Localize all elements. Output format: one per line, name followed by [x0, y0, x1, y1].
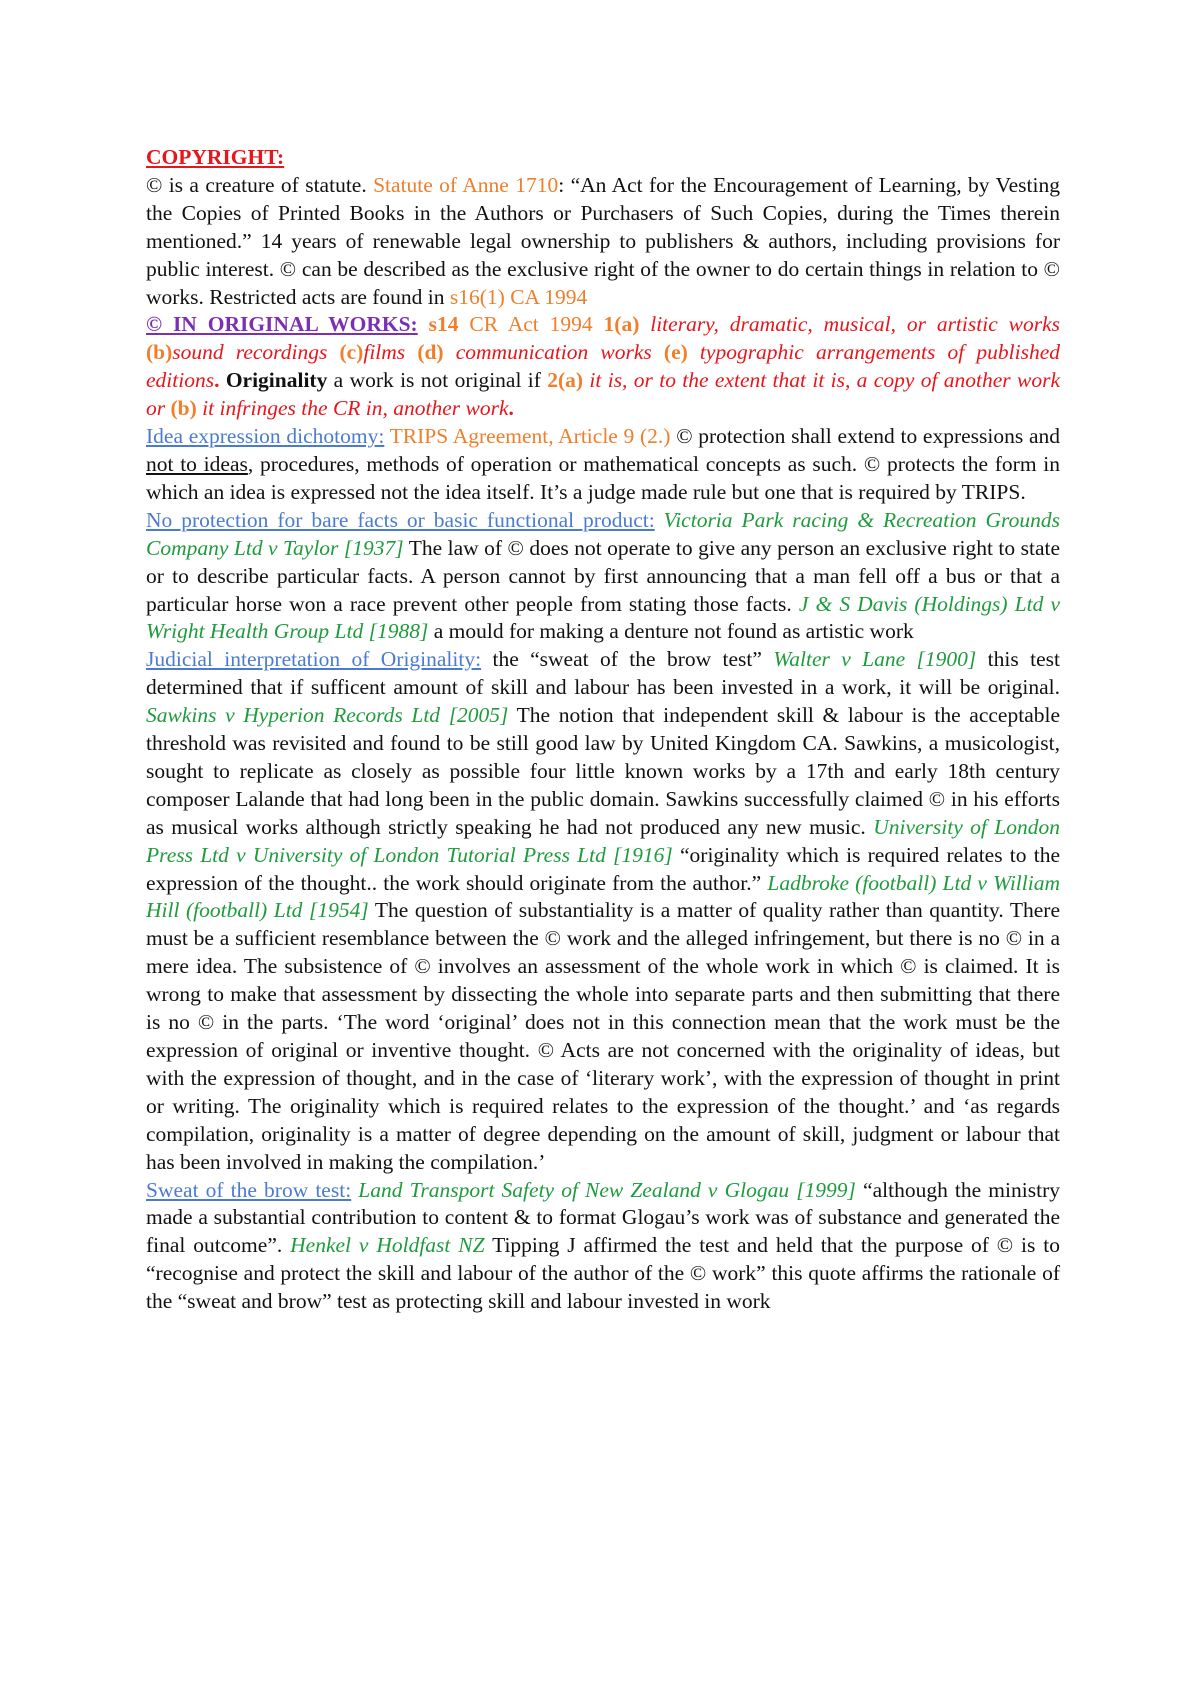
clause-text: sound recordings — [172, 340, 340, 365]
act-reference: CR Act 1994 — [458, 312, 593, 337]
clause-number: (d) — [417, 340, 444, 365]
text: this test determined that if sufficent amount of skill and labour has been invested in a work, it will be original. — [146, 647, 1060, 700]
case-name: J & S Davis (Holdings) Ltd v Wright Health Group Ltd [1988] — [146, 591, 1060, 644]
text: Tipping J affirmed the test and held that the purpose of © is to “recognise and protect the skill and labour of the author of the © work” this quote affirms the rationale of the “sweat and brow” test as protecting skill and labour invested in work — [146, 1233, 1060, 1314]
clause-text: it is, or to the extent that it is, a copy of another work or — [146, 368, 1060, 421]
text: “originality which is required relates to the expression of the thought.. the work should originate from the author.” — [146, 842, 1060, 895]
section-heading: Judicial interpretation of Originality: — [146, 647, 482, 672]
case-name: Victoria Park racing & Recreation Grounds Company Ltd v Taylor [1937] — [146, 507, 1060, 560]
paragraph-idea-expression — [146, 423, 1060, 507]
clause-text: typographic arrangements of published editions — [146, 340, 1060, 393]
paragraph-statute — [146, 172, 1060, 312]
clause-text: communication works — [443, 340, 664, 365]
text: © is a creature of statute. — [146, 172, 374, 197]
document-title — [146, 144, 1060, 172]
clause-text: literary, dramatic, musical, or artistic works — [639, 312, 1060, 337]
case-name: Ladbroke (football) Ltd v William Hill (football) Ltd [1954] — [146, 870, 1060, 923]
text: the “sweat of the brow test” — [481, 647, 774, 672]
title-text: COPYRIGHT: — [146, 145, 285, 169]
underlined-text: not to ideas — [146, 451, 248, 476]
text: “although the ministry made a substantial contribution to content & to format Glogau’s work was of substance and generated the final outcome”. — [146, 1177, 1060, 1258]
punctuation: . — [508, 396, 514, 421]
paragraph-sweat-of-brow — [146, 1177, 1060, 1317]
text: © protection shall extend to expressions and — [670, 424, 1061, 449]
section-reference: s14 — [417, 312, 459, 337]
clause-number: (c) — [339, 340, 364, 365]
section-reference: s16(1) CA 1994 — [449, 284, 588, 309]
text: The notion that independent skill & labour is the acceptable threshold was revisited and found to be still good law by United Kingdom CA. Sawkins, a musicologist, sought to replicate as closely as possible four little known works by a 17th and early 18th century composer Lalande that had long been in the public domain. Sawkins successfully claimed © in his efforts as musical works although strictly speaking he had not produced any new music. — [146, 703, 1061, 839]
document-page — [146, 144, 1060, 1316]
section-heading: © IN ORIGINAL WORKS: — [146, 312, 418, 337]
section-heading: No protection for bare facts or basic functional product: — [146, 507, 655, 532]
case-name: Henkel v Holdfast NZ — [290, 1233, 485, 1258]
clause-number: (b) — [146, 340, 173, 365]
statute-reference: Statute of Anne 1710 — [373, 172, 559, 197]
case-name: University of London Press Ltd v University of London Tutorial Press Ltd [1916] — [146, 814, 1060, 867]
originality-label: Originality — [225, 368, 328, 393]
source-reference: TRIPS Agreement, Article 9 (2.) — [384, 424, 671, 449]
clause-text: it infringes the CR in, another work — [196, 396, 509, 421]
clause-number: (b) — [170, 396, 197, 421]
section-heading: Sweat of the brow test: — [146, 1177, 352, 1202]
text: The law of © does not operate to give any person an exclusive right to state or to describe particular facts. A person cannot by first announcing that a man fell off a bus or that a particular horse won a race prevent other people from stating those facts. — [146, 535, 1060, 616]
section-heading: Idea expression dichotomy: — [146, 424, 385, 449]
paragraph-bare-facts — [146, 507, 1060, 647]
paragraph-original-works — [146, 311, 1060, 423]
text: a mould for making a denture not found as artistic work — [428, 619, 914, 644]
clause-number: (e) — [663, 340, 688, 365]
text: a work is not original if — [327, 368, 548, 393]
text: The question of substantiality is a matter of quality rather than quantity. There must be a sufficient resemblance between the © work and the alleged infringement, but there is no © in a mere idea. The subsistence of © involves an assessment of the whole work in which © is claimed. It is wrong to make that assessment by dissecting the whole into separate parts and then submitting that there is no © in the parts. ‘The word ‘original’ does not in this connection mean that the work must be the expression of original or inventive thought. © Acts are not concerned with the originality of ideas, but with the expression of thought, and in the case of ‘literary work’, with the expression of thought in print or writing. The originality which is required relates to the expression of the thought.’ and ‘as regards compilation, originality is a matter of degree depending on the amount of skill, judgment or labour that has been involved in making the compilation.’ — [146, 898, 1060, 1174]
case-name: Land Transport Safety of New Zealand v Glogau [1999] — [351, 1177, 856, 1202]
clause-number: 1(a) — [592, 312, 640, 337]
punctuation: . — [214, 368, 226, 393]
clause-number: 2(a) — [547, 368, 584, 393]
case-name: Walter v Lane [1900] — [773, 647, 977, 672]
text: : “An Act for the Encouragement of Learning, by Vesting the Copies of Printed Books in the Authors or Purchasers of Such Copies, during the Times therein mentioned.” 14 years of renewable legal ownership to publishers & authors, including provisions for public interest. © can be described as the exclusive right of the owner to do certain things in relation to © works. Restricted acts are found in — [146, 172, 1060, 309]
clause-text: films — [363, 340, 418, 365]
text: , procedures, methods of operation or mathematical concepts as such. © protects the form in which an idea is expressed not the idea itself. It’s a judge made rule but one that is required by TRIPS. — [146, 451, 1061, 504]
paragraph-judicial-interpretation — [146, 646, 1060, 1176]
case-name: Sawkins v Hyperion Records Ltd [2005] — [146, 703, 509, 728]
